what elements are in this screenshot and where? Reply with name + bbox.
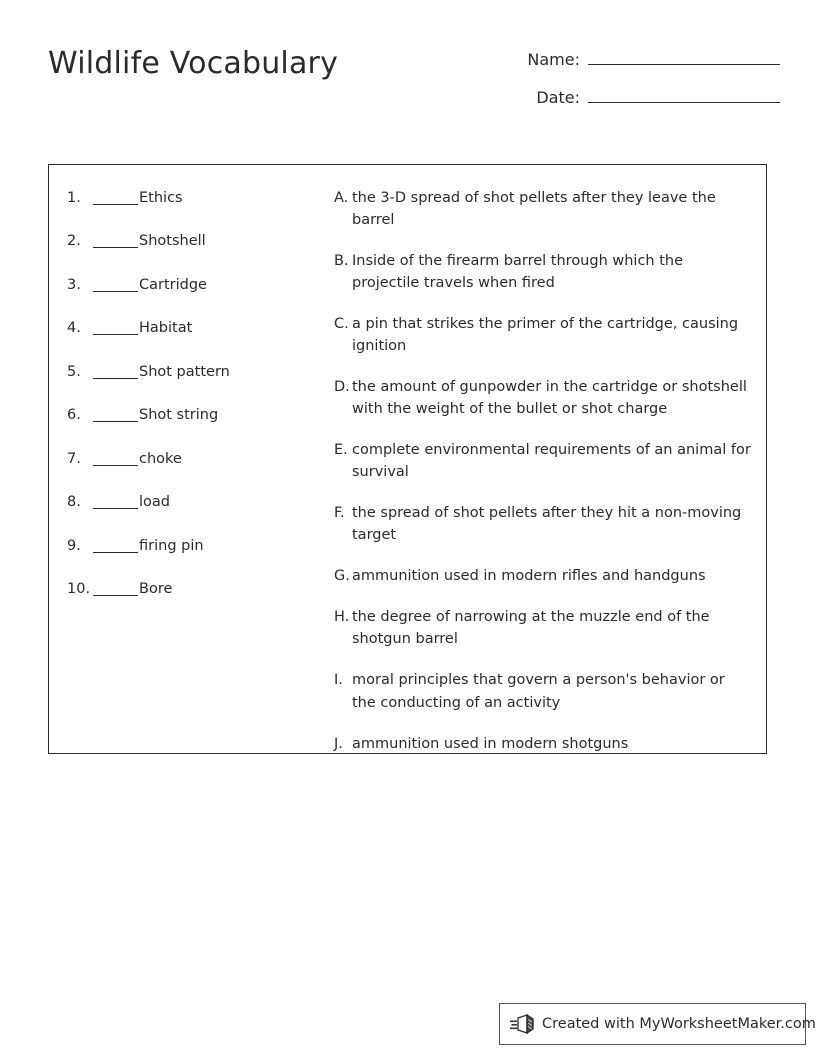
definition-text: moral principles that govern a person's behavior or the conducting of an activity (352, 672, 725, 711)
definition-letter: D. (334, 379, 350, 396)
term-word: Bore (139, 581, 173, 598)
definition-letter: I. (334, 672, 343, 689)
term-number: 6. (67, 407, 81, 424)
term-item (67, 317, 337, 339)
definition-item (334, 565, 752, 587)
term-number: 4. (67, 320, 81, 337)
definition-item (334, 250, 752, 294)
term-item (67, 491, 337, 513)
definition-letter: J. (334, 735, 343, 752)
term-number: 1. (67, 190, 81, 206)
answer-blank[interactable] (93, 535, 138, 553)
definition-item (334, 313, 752, 357)
definition-item (334, 733, 752, 755)
answer-blank[interactable] (93, 361, 138, 379)
date-field-label: Date: (536, 88, 580, 107)
definition-letter: G. (334, 568, 350, 585)
term-item (67, 448, 337, 470)
student-info-fields (500, 48, 780, 124)
term-number: 9. (67, 537, 81, 554)
definition-item (334, 439, 752, 483)
term-word: load (139, 494, 170, 511)
answer-blank[interactable] (93, 491, 138, 509)
term-word: choke (139, 450, 182, 467)
definition-text: the spread of shot pellets after they hit a non-moving target (352, 505, 742, 544)
worksheet-header (0, 0, 816, 150)
term-number: 10. (67, 581, 91, 598)
term-item (67, 230, 337, 252)
answer-blank[interactable] (93, 448, 138, 466)
definition-letter: F. (334, 505, 345, 522)
name-field-row (500, 48, 780, 86)
term-word: Shot string (139, 407, 219, 424)
answer-blank[interactable] (93, 230, 138, 248)
definition-text: complete environmental requirements of an animal for survival (352, 442, 751, 481)
term-number: 3. (67, 276, 81, 293)
answer-blank[interactable] (93, 274, 138, 292)
term-word: Ethics (139, 190, 183, 206)
matching-columns (49, 165, 768, 755)
term-number: 5. (67, 363, 81, 380)
term-number: 2. (67, 233, 81, 250)
answer-blank[interactable] (93, 578, 138, 596)
term-item (67, 535, 337, 557)
definition-text: the 3-D spread of shot pellets after they leave the barrel (352, 190, 716, 229)
term-word: Habitat (139, 320, 193, 337)
terms-column (67, 187, 337, 622)
date-field-row (500, 86, 780, 124)
term-word: Shotshell (139, 233, 206, 250)
definition-letter: C. (334, 316, 349, 333)
definition-text: Inside of the firearm barrel through which the projectile travels when fired (352, 253, 684, 292)
worksheet-maker-logo-icon (510, 1012, 536, 1036)
term-word: firing pin (139, 537, 204, 554)
date-input-line[interactable] (588, 86, 780, 103)
term-number: 7. (67, 450, 81, 467)
name-input-line[interactable] (588, 48, 780, 65)
term-item (67, 187, 337, 209)
term-item (67, 578, 337, 600)
answer-blank[interactable] (93, 187, 138, 205)
answer-blank[interactable] (93, 404, 138, 422)
term-item (67, 361, 337, 383)
term-word: Shot pattern (139, 363, 230, 380)
term-item (67, 404, 337, 426)
definition-letter: H. (334, 609, 350, 626)
name-field-label: Name: (527, 50, 580, 69)
page-title: Wildlife Vocabulary (48, 46, 339, 81)
matching-exercise-box (48, 164, 767, 754)
definition-item (334, 606, 752, 650)
term-item (67, 274, 337, 296)
definition-text: the degree of narrowing at the muzzle end of the shotgun barrel (352, 609, 710, 648)
definition-letter: B. (334, 253, 349, 270)
term-word: Cartridge (139, 276, 207, 293)
term-number: 8. (67, 494, 81, 511)
definition-letter: E. (334, 442, 348, 459)
definition-text: the amount of gunpowder in the cartridge or shotshell with the weight of the bullet or shot charge (352, 379, 747, 418)
badge-label: Created with MyWorksheetMaker.com (542, 1016, 816, 1032)
definition-item (334, 376, 752, 420)
definition-item (334, 669, 752, 713)
definition-item (334, 187, 752, 231)
definition-item (334, 502, 752, 546)
definitions-column (334, 187, 752, 774)
definition-text: a pin that strikes the primer of the cartridge, causing ignition (352, 316, 739, 355)
definition-text: ammunition used in modern shotguns (352, 735, 629, 752)
definition-letter: A. (334, 190, 349, 206)
answer-blank[interactable] (93, 317, 138, 335)
definition-text: ammunition used in modern rifles and handguns (352, 568, 706, 585)
worksheet-maker-badge[interactable] (499, 1003, 816, 1045)
